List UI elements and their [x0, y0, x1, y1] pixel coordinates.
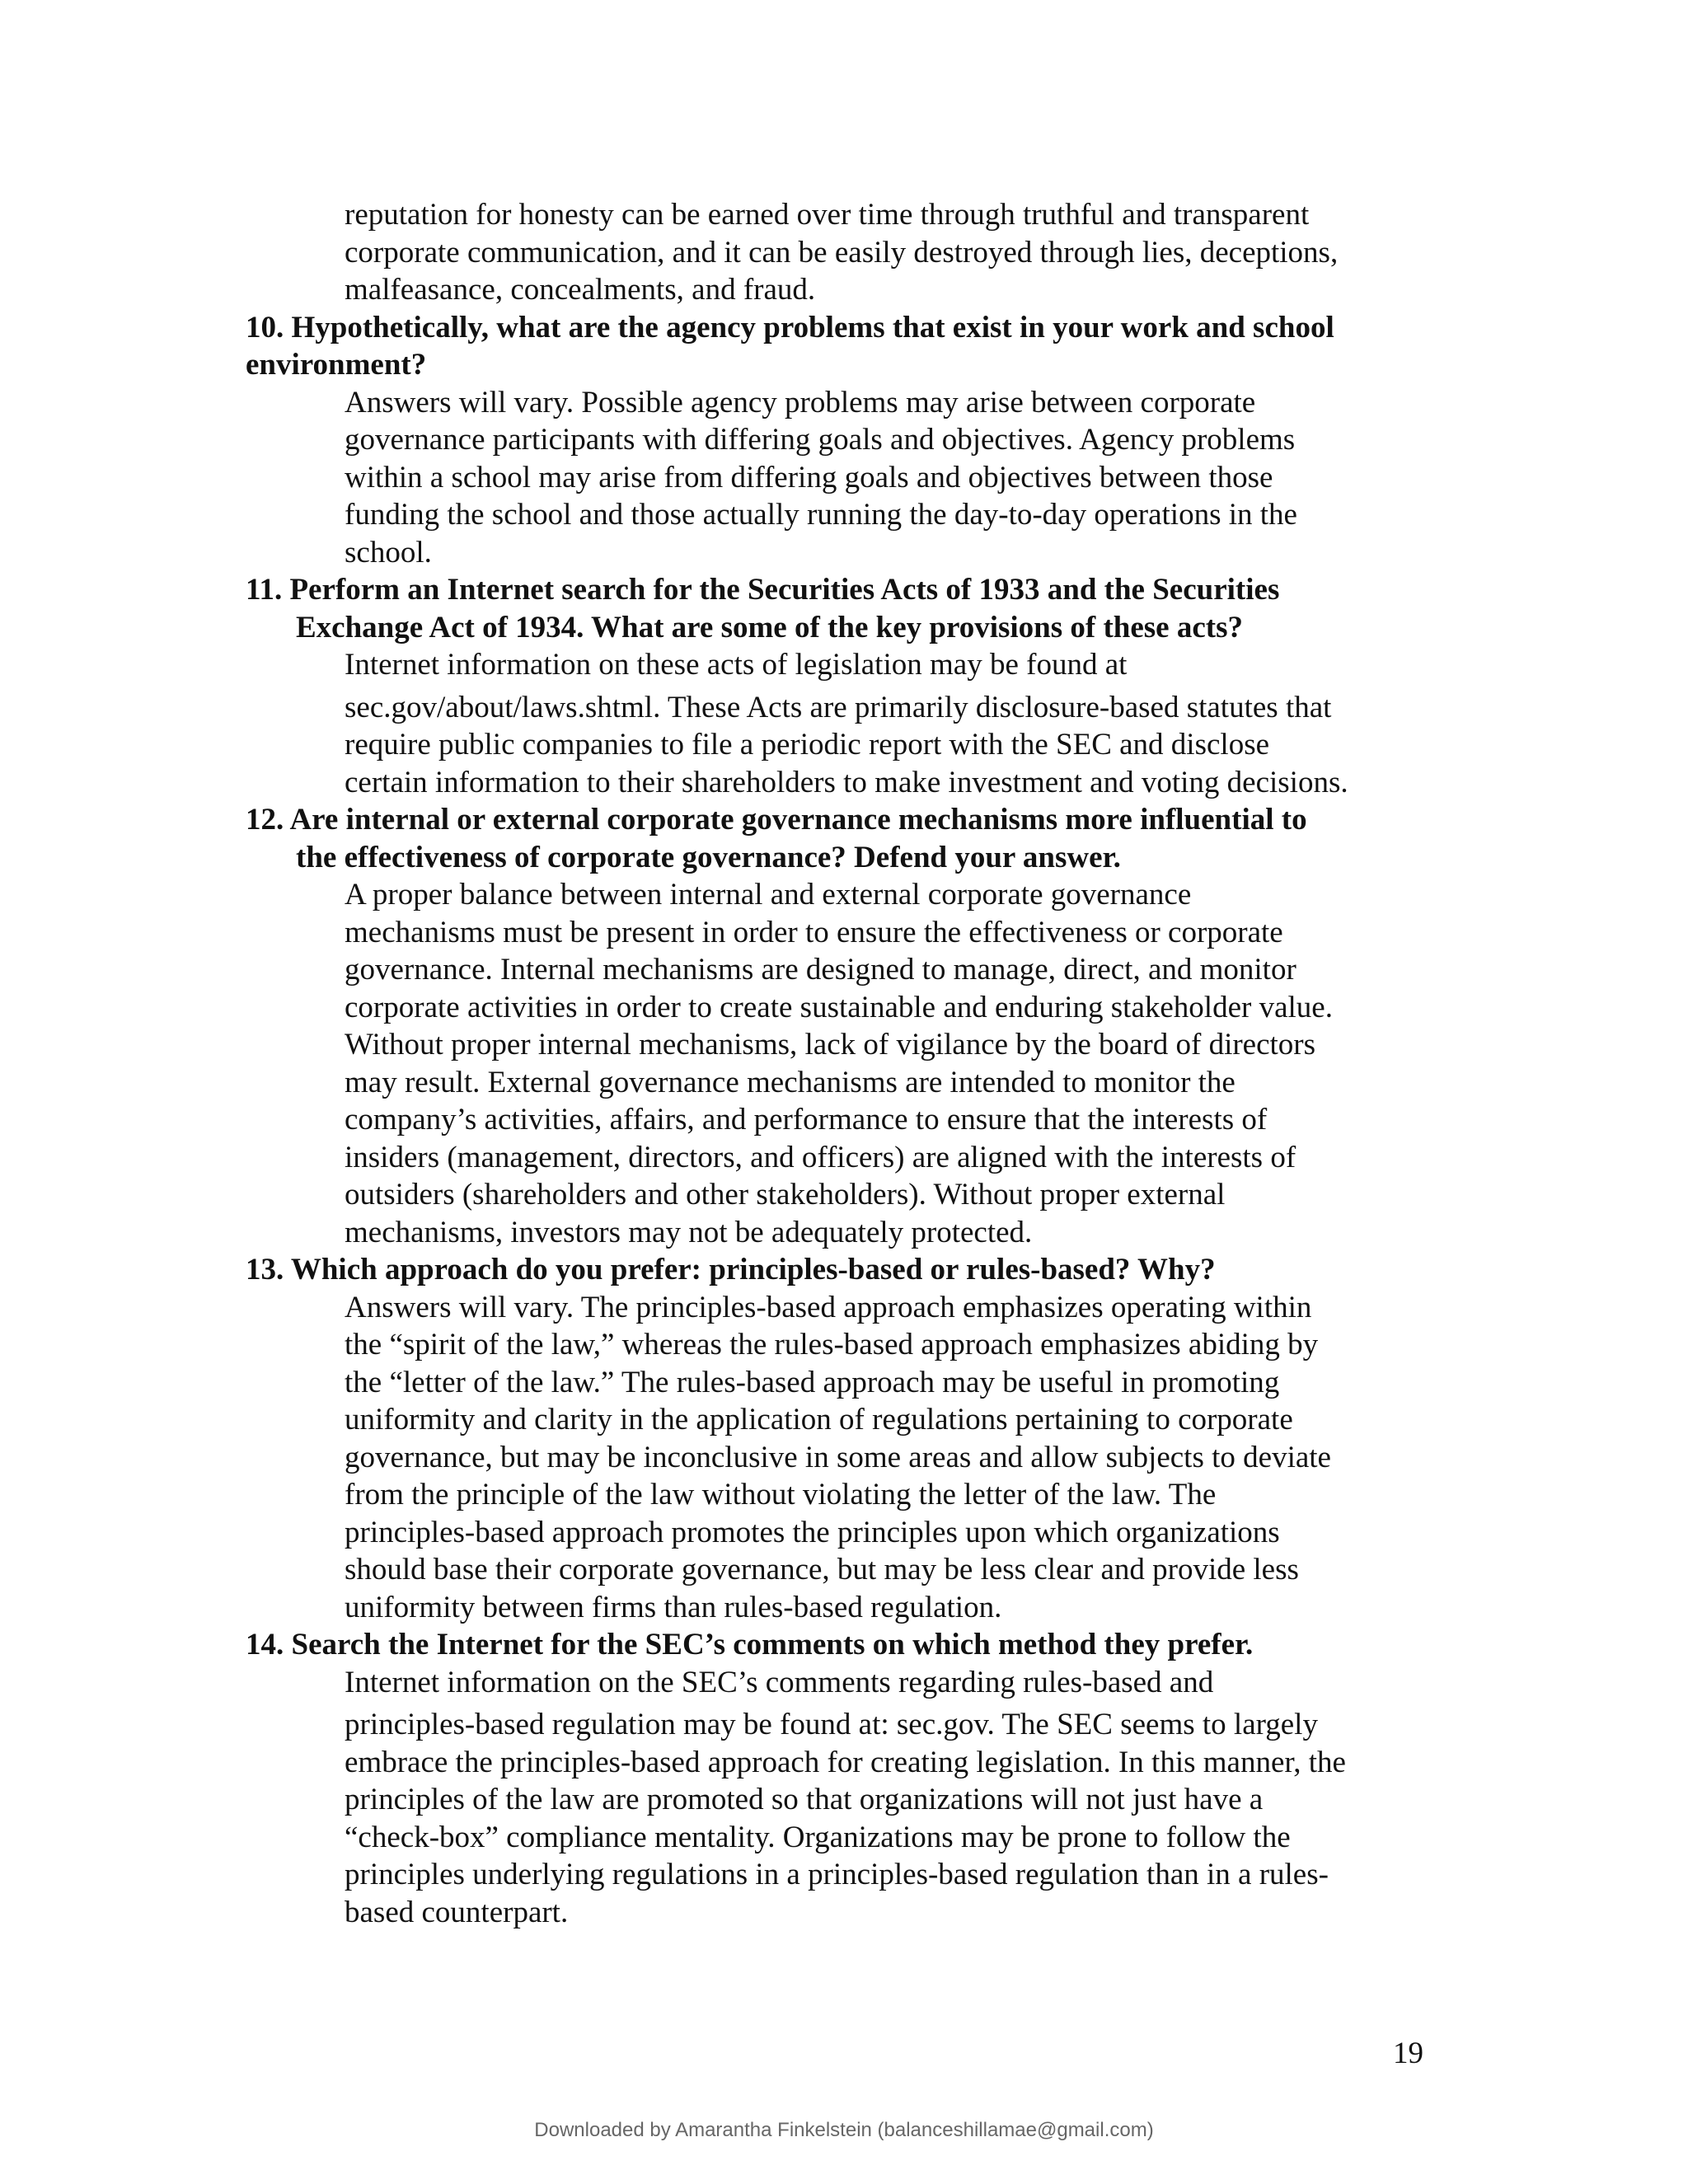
- question-10: [246, 309, 1441, 384]
- question-line: 11. Perform an Internet search for the Securities Acts of 1933 and the Securities: [246, 573, 1280, 607]
- question-line: environment?: [246, 348, 427, 382]
- page-number: 19: [1393, 2036, 1423, 2070]
- text-line: corporate communication, and it can be easily destroyed through lies, deceptions,: [345, 235, 1339, 269]
- text-line: certain information to their shareholders to make investment and voting decisions.: [345, 765, 1348, 799]
- text-line: school.: [345, 535, 432, 569]
- text-line: should base their corporate governance, but may be less clear and provide less: [345, 1553, 1299, 1586]
- text-line: Answers will vary. Possible agency problems may arise between corporate: [345, 385, 1256, 419]
- answer-paragraph: [345, 1289, 1441, 1627]
- text-line: the “letter of the law.” The rules-based approach may be useful in promoting: [345, 1365, 1280, 1399]
- text-line: principles of the law are promoted so that organizations will not just have a: [345, 1783, 1264, 1816]
- text-line: reputation for honesty can be earned over time through truthful and transparent: [345, 198, 1310, 232]
- text-line: Internet information on these acts of legislation may be found at: [345, 648, 1128, 682]
- text-line: Internet information on the SEC’s comments regarding rules-based and: [345, 1665, 1214, 1699]
- text-line: insiders (management, directors, and officers) are aligned with the interests of: [345, 1140, 1296, 1174]
- text-line: principles-based regulation may be found at: sec.gov. The SEC seems to largely: [345, 1708, 1318, 1741]
- text-line: governance participants with differing goals and objectives. Agency problems: [345, 423, 1296, 457]
- answer-paragraph: [345, 876, 1441, 1251]
- question-11: [246, 571, 1441, 646]
- text-line: may result. External governance mechanisms are intended to monitor the: [345, 1065, 1236, 1099]
- text-line: governance, but may be inconclusive in some areas and allow subjects to deviate: [345, 1440, 1331, 1474]
- question-line: 14. Search the Internet for the SEC’s comments on which method they prefer.: [246, 1628, 1254, 1661]
- text-line: company’s activities, affairs, and performance to ensure that the interests of: [345, 1103, 1268, 1137]
- text-line: malfeasance, concealments, and fraud.: [345, 273, 816, 307]
- text-line: embrace the principles-based approach for creating legislation. In this manner, the: [345, 1745, 1346, 1779]
- text-line: corporate activities in order to create sustainable and enduring stakeholder value.: [345, 990, 1333, 1024]
- text-line: principles-based approach promotes the principles upon which organizations: [345, 1515, 1280, 1549]
- question-line: the effectiveness of corporate governance? Defend your answer.: [296, 840, 1121, 874]
- text-line: governance. Internal mechanisms are designed to manage, direct, and monitor: [345, 953, 1296, 987]
- text-line: principles underlying regulations in a principles-based regulation than in a rules-: [345, 1858, 1329, 1891]
- text-line: require public companies to file a periodic report with the SEC and disclose: [345, 728, 1270, 762]
- text-line: uniformity and clarity in the application of regulations pertaining to corporate: [345, 1403, 1293, 1436]
- question-line: 12. Are internal or external corporate governance mechanisms more influential to: [246, 803, 1307, 837]
- question-line: Exchange Act of 1934. What are some of the key provisions of these acts?: [296, 610, 1243, 644]
- download-footer: Downloaded by Amarantha Finkelstein (balanceshillamae@gmail.com): [534, 2119, 1154, 2141]
- text-line: within a school may arise from differing goals and objectives between those: [345, 460, 1273, 494]
- text-line: the “spirit of the law,” whereas the rules-based approach emphasizes abiding by: [345, 1328, 1319, 1361]
- text-line: based counterpart.: [345, 1895, 569, 1929]
- question-14: [246, 1626, 1441, 1664]
- text-line: sec.gov/about/laws.shtml. These Acts are primarily disclosure-based statutes that: [345, 690, 1332, 724]
- text-line: mechanisms, investors may not be adequately protected.: [345, 1215, 1033, 1249]
- answer-paragraph: [345, 196, 1441, 309]
- text-line: “check-box” compliance mentality. Organizations may be prone to follow the: [345, 1820, 1291, 1854]
- text-line: funding the school and those actually running the day-to-day operations in the: [345, 498, 1297, 532]
- answer-paragraph: [345, 1664, 1441, 1932]
- text-line: uniformity between firms than rules-based regulation.: [345, 1590, 1002, 1624]
- text-line: outsiders (shareholders and other stakeholders). Without proper external: [345, 1178, 1226, 1212]
- question-12: [246, 801, 1441, 876]
- answer-paragraph: [345, 384, 1441, 572]
- text-line: A proper balance between internal and external corporate governance: [345, 878, 1192, 912]
- question-line: 10. Hypothetically, what are the agency problems that exist in your work and school: [246, 310, 1334, 344]
- question-13: [246, 1251, 1441, 1289]
- page-content: [246, 196, 1441, 1931]
- text-line: from the principle of the law without violating the letter of the law. The: [345, 1478, 1217, 1511]
- answer-paragraph: [345, 646, 1441, 801]
- text-line: Without proper internal mechanisms, lack of vigilance by the board of directors: [345, 1028, 1316, 1062]
- text-line: Answers will vary. The principles-based approach emphasizes operating within: [345, 1290, 1312, 1324]
- text-line: mechanisms must be present in order to ensure the effectiveness or corporate: [345, 915, 1283, 949]
- question-line: 13. Which approach do you prefer: principles-based or rules-based? Why?: [246, 1253, 1216, 1286]
